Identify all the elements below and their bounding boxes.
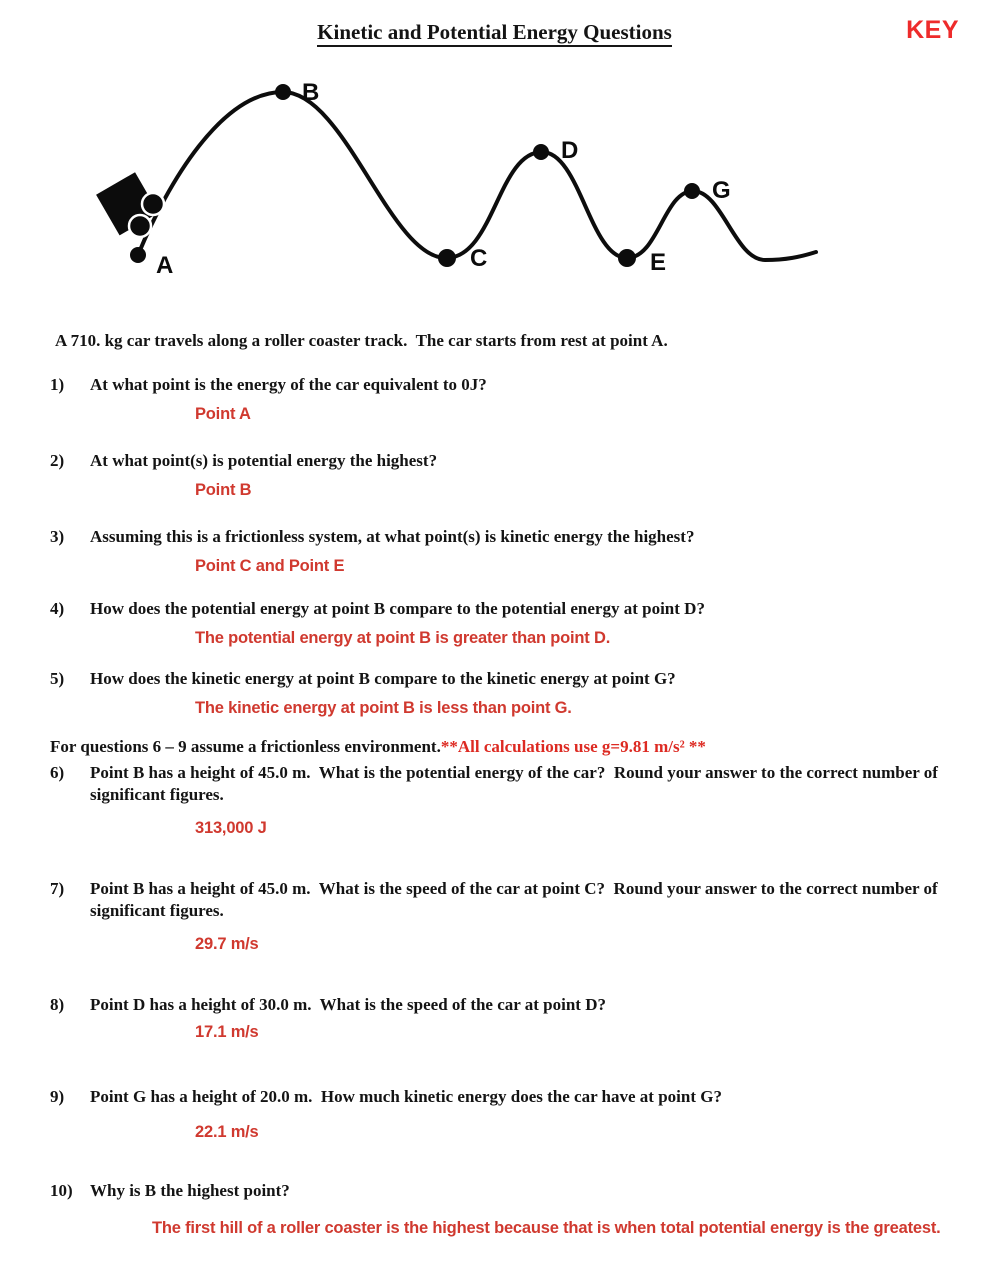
question-text: Point G has a height of 20.0 m. How much kinetic energy does the car have at point G? xyxy=(90,1087,722,1106)
svg-text:A: A xyxy=(156,252,174,279)
track-point-D xyxy=(533,137,578,164)
answer-8: 17.1 m/s xyxy=(195,1023,259,1041)
question-text: Assuming this is a frictionless system, at what point(s) is kinetic energy the highest? xyxy=(90,527,695,546)
question-number: 9) xyxy=(50,1087,65,1106)
answer-3: Point C and Point E xyxy=(195,557,345,575)
answer-9: 22.1 m/s xyxy=(195,1123,259,1141)
svg-text:C: C xyxy=(470,245,488,272)
question-text: How does the kinetic energy at point B compare to the kinetic energy at point G? xyxy=(90,669,676,688)
answer-5: The kinetic energy at point B is less than point G. xyxy=(195,699,572,717)
answer-1: Point A xyxy=(195,405,251,423)
question-text: How does the potential energy at point B compare to the potential energy at point D? xyxy=(90,599,705,618)
question-number: 5) xyxy=(50,669,65,688)
question-8 xyxy=(0,994,989,1016)
answer-key-badge: KEY xyxy=(906,16,959,44)
question-number: 4) xyxy=(50,599,65,618)
question-text: At what point(s) is potential energy the highest? xyxy=(90,451,438,470)
svg-text:D: D xyxy=(561,137,579,164)
question-number: 8) xyxy=(50,995,65,1014)
page-title: Kinetic and Potential Energy Questions xyxy=(0,0,989,45)
note-red-text: **All calculations use g=9.81 m/s² ** xyxy=(440,737,706,756)
note-black-text: For questions 6 – 9 assume a frictionless environment. xyxy=(50,737,441,756)
question-number: 1) xyxy=(50,375,65,394)
question-text: Point D has a height of 30.0 m. What is the speed of the car at point D? xyxy=(90,995,606,1014)
answer-7: 29.7 m/s xyxy=(195,935,259,953)
question-text: At what point is the energy of the car equivalent to 0J? xyxy=(90,375,487,394)
answer-4: The potential energy at point B is greater than point D. xyxy=(195,629,611,647)
question-7 xyxy=(0,878,989,922)
question-number: 6) xyxy=(50,763,65,782)
answer-6: 313,000 J xyxy=(195,819,267,837)
track-point-C xyxy=(438,245,487,272)
question-text: Point B has a height of 45.0 m. What is the potential energy of the car? Round your answer to the correct number of significant figures. xyxy=(90,763,943,804)
problem-statement: A 710. kg car travels along a roller coaster track. The car starts from rest at point A. xyxy=(55,331,668,350)
track-point-B xyxy=(275,79,319,106)
worksheet-header xyxy=(0,0,989,52)
question-4 xyxy=(0,598,989,620)
question-number: 10) xyxy=(50,1181,73,1200)
track-point-G xyxy=(684,177,731,204)
frictionless-note xyxy=(0,736,989,758)
question-5 xyxy=(0,668,989,690)
question-2 xyxy=(0,450,989,472)
question-6 xyxy=(0,762,989,806)
svg-text:B: B xyxy=(302,79,320,106)
track-point-A xyxy=(130,247,173,279)
question-9 xyxy=(0,1086,989,1108)
answer-10: The first hill of a roller coaster is the highest because that is when total potential energy is the greatest. xyxy=(152,1219,941,1237)
svg-text:E: E xyxy=(650,249,667,276)
question-text: Point B has a height of 45.0 m. What is the speed of the car at point C? Round your answer to the correct number of significant figures. xyxy=(90,879,942,920)
question-3 xyxy=(0,526,989,548)
question-number: 2) xyxy=(50,451,65,470)
cart-icon xyxy=(96,172,164,237)
question-text: Why is B the highest point? xyxy=(90,1181,290,1200)
coaster-track xyxy=(138,92,816,260)
answer-2: Point B xyxy=(195,481,252,499)
question-10 xyxy=(0,1180,989,1202)
question-number: 7) xyxy=(50,879,65,898)
question-number: 3) xyxy=(50,527,65,546)
svg-text:G: G xyxy=(712,177,731,204)
question-1 xyxy=(0,374,989,396)
coaster-diagram xyxy=(0,52,989,302)
